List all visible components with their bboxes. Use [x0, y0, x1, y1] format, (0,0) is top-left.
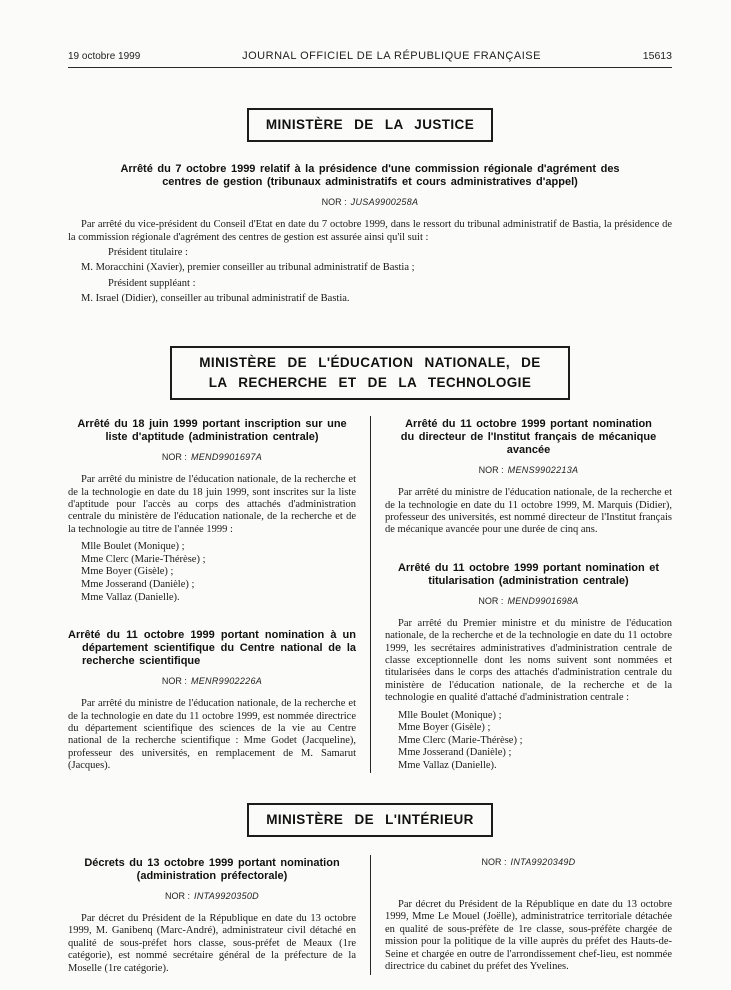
list-line: Mme Vallaz (Danielle). [81, 591, 180, 603]
article-title: Décrets du 13 octobre 1999 portant nomination (administration préfectorale) [84, 856, 340, 882]
nor-label: NOR : [161, 452, 187, 463]
nor-code: INTA9920349D [510, 856, 576, 867]
interieur-left-column [68, 855, 370, 975]
nor-label: NOR : [478, 465, 504, 476]
page-header [68, 0, 672, 62]
list-line: Mme Clerc (Marie-Thérèse) ; [398, 734, 523, 746]
article [68, 418, 356, 604]
page-number: 15613 [642, 50, 672, 62]
article-paragraph: Par décret du Président de la République en date du 13 octobre 1999, Mme Le Mouel (Joëlle), administratrice territoriale détachée en qualité de sous-préfète de 1re classe, sous-préfète chargée de mission pour la politique de la ville auprès du préfet des Hauts-de-Seine et chargée en outre de l'arrondissement chef-lieu, est nommée directrice du cabinet du préfet des Yvelines. [385, 898, 672, 972]
nor-line [68, 452, 356, 462]
interieur-right-column [370, 855, 672, 975]
list-line: Président titulaire : [108, 247, 188, 259]
article-paragraph: Par arrêté du ministre de l'éducation nationale, de la recherche et de la technologie en date du 11 octobre 1999, est nommée directrice du département scientifique des sciences de la vie au Centre national de la recherche scientifique : Mme Godet (Jacqueline), professeur des universités, en remplacement de M. Samarut (Jacques). [68, 698, 356, 772]
nor-line [68, 676, 356, 686]
section-interieur [68, 803, 672, 975]
nor-code: MENS9902213A [507, 465, 579, 476]
education-left-column [68, 416, 370, 772]
ministry-heading-justice: MINISTÈRE DE LA JUSTICE [247, 108, 493, 142]
nor-label: NOR : [165, 890, 191, 901]
list-line: Mme Boyer (Gisèle) ; [81, 566, 174, 578]
article [68, 857, 356, 975]
nor-code: MEND9901697A [190, 452, 263, 463]
article-paragraph: Par arrêté du vice-président du Conseil d'Etat en date du 7 octobre 1999, dans le ressort du tribunal administratif de Bastia, la présidence de la commission régionale d'agrément des centres de gestion est assurée ainsi qu'il suit : [68, 219, 672, 243]
nor-code: MEND9901698A [507, 595, 579, 606]
education-columns [68, 416, 672, 772]
list-line: Mme Josserand (Danièle) ; [398, 747, 512, 759]
nor-line [68, 891, 356, 901]
article-title: Arrêté du 11 octobre 1999 portant nomination et titularisation (administration centrale) [397, 561, 660, 587]
header-date: 19 octobre 1999 [68, 51, 141, 62]
article [68, 629, 356, 772]
nor-line [68, 197, 672, 207]
list-line: Mme Vallaz (Danielle). [398, 760, 497, 772]
list-line: Président suppléant : [108, 277, 196, 289]
header-rule [68, 67, 672, 68]
nor-label: NOR : [321, 197, 347, 208]
list-line: Mlle Boulet (Monique) ; [81, 541, 185, 553]
nor-line [385, 465, 672, 475]
section-justice [68, 108, 672, 306]
article-paragraph: Par arrêté du ministre de l'éducation nationale, de la recherche et de la technologie en date du 18 juin 1999, sont inscrites sur la liste d'aptitude pour l'accès au corps des attachés d'administration centrale du ministère de l'éducation nationale, de la recherche et de la technologie au titre de l'année 1999 : [68, 474, 356, 535]
nor-label: NOR : [478, 595, 504, 606]
article-title: Arrêté du 7 octobre 1999 relatif à la présidence d'une commission régionale d'agrément des centres de gestion (tribunaux administratifs et cours administratives d'appel) [120, 163, 620, 189]
nor-label: NOR : [161, 676, 187, 687]
list-line: M. Israel (Didier), conseiller au tribunal administratif de Bastia. [81, 293, 350, 305]
article-title: Arrêté du 18 juin 1999 portant inscription sur une liste d'aptitude (administration centrale) [77, 418, 347, 444]
nor-code: INTA9920350D [194, 890, 259, 901]
nor-label: NOR : [481, 856, 507, 867]
name-list [68, 541, 356, 604]
nor-line [385, 596, 672, 606]
list-line: M. Moracchini (Xavier), premier conseiller au tribunal administratif de Bastia ; [81, 262, 415, 274]
section-education [68, 346, 672, 773]
article-paragraph: Par arrêté du Premier ministre et du ministre de l'éducation nationale, de la recherche et de la technologie en date du 11 octobre 1999, les secrétaires administratives d'administration centrale de classe exceptionnelle dont les noms suivent sont nommées et titularisées dans le corps des attachés d'administration centrale du ministère de l'éducation nationale, de la recherche et de la technologie en qualité d'attaché d'administration centrale : [385, 617, 672, 704]
article-title: Arrêté du 11 octobre 1999 portant nomination à un département scientifique du Centre national de la recherche scientifique [68, 629, 356, 668]
list-line: Mme Josserand (Danièle) ; [81, 579, 195, 590]
ministry-heading-interieur: MINISTÈRE DE L'INTÉRIEUR [247, 803, 493, 837]
article-paragraph: Par arrêté du ministre de l'éducation nationale, de la recherche et de la technologie en date du 11 octobre 1999, M. Marquis (Didier), professeur des universités, est nommé directeur de l'Institut français de mécanique avancée pour une durée de cinq ans. [385, 487, 672, 536]
article-title: Arrêté du 11 octobre 1999 portant nomination du directeur de l'Institut français de mécanique avancée [400, 418, 657, 457]
interieur-columns [68, 855, 672, 975]
nor-code: JUSA9900258A [350, 197, 419, 208]
list-line: Mme Clerc (Marie-Thérèse) ; [81, 553, 206, 565]
ministry-heading-education: MINISTÈRE DE L'ÉDUCATION NATIONALE, DE LA RECHERCHE ET DE LA TECHNOLOGIE [170, 346, 570, 401]
article [385, 857, 672, 973]
list-line: Mlle Boulet (Monique) ; [398, 709, 502, 721]
article [385, 562, 672, 773]
nor-code: MENR9902226A [190, 676, 263, 687]
list-line: Mme Boyer (Gisèle) ; [398, 722, 491, 734]
education-right-column [370, 416, 672, 772]
name-list [385, 710, 672, 773]
article-paragraph: Par décret du Président de la République en date du 13 octobre 1999, M. Ganibenq (Marc-André), administrateur civil détaché en qualité de sous-préfet hors classe, sous-préfet de Meaux (1re catégorie), est nommé secrétaire général de la préfecture de la Moselle (1re catégorie). [68, 912, 356, 974]
nor-line [385, 857, 672, 867]
article [385, 418, 672, 537]
journal-title: JOURNAL OFFICIEL DE LA RÉPUBLIQUE FRANÇAISE [242, 50, 541, 62]
